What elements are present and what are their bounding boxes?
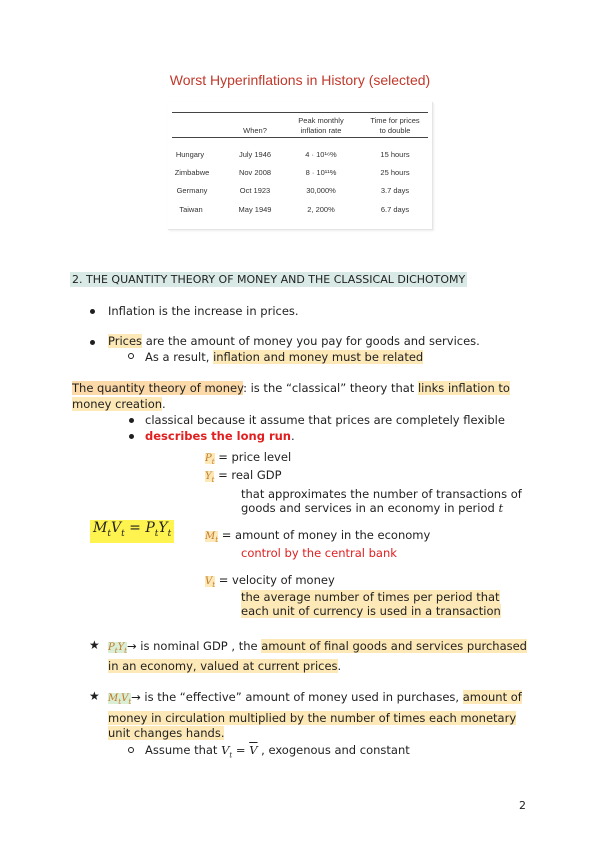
header-when: When? xyxy=(243,126,267,135)
qt-mid: : is the “classical” theory that xyxy=(243,381,418,395)
def-money xyxy=(205,528,430,548)
sub-bullet-related xyxy=(145,350,423,365)
row-country: Zimbabwe xyxy=(174,168,210,177)
assume-prefix: Assume that xyxy=(145,743,222,757)
bullet-classical: classical because it assume that prices are completely flexible xyxy=(145,413,505,427)
row-country: Germany xyxy=(176,186,208,195)
related-highlight: inflation and money must be related xyxy=(213,350,424,364)
var-v: $V_t$ xyxy=(205,576,216,589)
hyperinflation-table xyxy=(168,102,433,230)
row-time: 3.7 days xyxy=(380,186,410,195)
row-time: 25 hours xyxy=(380,168,410,177)
page-number: 2 xyxy=(519,799,526,812)
row-country: Hungary xyxy=(175,150,205,159)
var-vt-equals-vbar: $V_t = \overline{V}$ xyxy=(221,743,258,760)
header-time-2: to double xyxy=(379,126,411,135)
header-peak-1: Peak monthly xyxy=(298,116,344,125)
bullet-inflation: Inflation is the increase in prices. xyxy=(108,304,299,318)
qt-money-creation-highlight: money creation xyxy=(72,397,163,411)
def-y-note-2-text: goods and services in an economy in period xyxy=(241,501,499,515)
def-y-note-t: t xyxy=(498,501,504,515)
row-rate: 8 · 10¹¹% xyxy=(305,168,337,177)
assume-suffix: , exogenous and constant xyxy=(257,743,410,757)
def-p-text: = price level xyxy=(218,450,292,464)
assume-velocity-constant xyxy=(145,743,410,763)
page-title: Worst Hyperinflations in History (selected) xyxy=(169,72,431,88)
money-circulation-highlight-c: unit changes hands. xyxy=(108,726,225,740)
row-when: Nov 2008 xyxy=(238,168,272,177)
nominal-gdp-period: . xyxy=(337,659,342,673)
star-nominal-gdp-line2 xyxy=(108,659,341,674)
def-v-note-2: each unit of currency is used in a transaction xyxy=(241,604,501,618)
bullet-dot xyxy=(129,418,134,423)
current-prices-highlight: in an economy, valued at current prices xyxy=(108,659,338,673)
quantity-theory-line1 xyxy=(72,381,510,396)
def-y-note-2 xyxy=(241,501,503,516)
nominal-gdp-text: → is nominal GDP , the xyxy=(127,639,262,653)
star-effective-money-line1 xyxy=(108,690,522,710)
def-m-text: = amount of money in the economy xyxy=(221,528,431,542)
row-rate: 4 · 10¹⁶% xyxy=(305,150,337,159)
quantity-equation: $M_tV_t = P_tY_t$ xyxy=(90,520,174,543)
var-y: $Y_t$ xyxy=(205,471,215,484)
var-m: $M_t$ xyxy=(205,531,219,544)
row-time: 6.7 days xyxy=(380,205,410,214)
bullet-dot xyxy=(90,309,95,314)
row-rate: 30,000% xyxy=(306,186,336,195)
effective-money-text: → is the “effective” amount of money used in purchases, xyxy=(131,690,463,704)
prices-text: are the amount of money you pay for goods and services. xyxy=(142,334,480,348)
money-circulation-highlight-b: money in circulation multiplied by the number of times each monetary xyxy=(108,711,517,725)
def-price-level xyxy=(205,450,291,470)
def-real-gdp xyxy=(205,468,282,488)
row-when: May 1949 xyxy=(238,205,272,214)
quantity-theory-line2 xyxy=(72,397,166,412)
bullet-prices xyxy=(108,334,480,349)
row-when: Oct 1923 xyxy=(239,186,271,195)
table-rule-top xyxy=(172,112,428,113)
row-when: July 1946 xyxy=(238,150,272,159)
star-effective-money-line2 xyxy=(108,711,516,726)
def-y-note-1: that approximates the number of transactions of xyxy=(241,487,522,501)
bullet-long-run xyxy=(145,429,295,444)
var-p: $P_t$ xyxy=(205,453,215,466)
header-time-1: Time for prices xyxy=(370,116,420,125)
related-prefix: As a result, xyxy=(145,350,214,364)
def-m-note: control by the central bank xyxy=(241,546,397,560)
row-time: 15 hours xyxy=(380,150,410,159)
def-v-note-1: the average number of times per period that xyxy=(241,590,500,604)
row-country: Taiwan xyxy=(179,205,203,214)
bullet-dot xyxy=(90,340,95,345)
table-rule-mid xyxy=(172,137,428,138)
sub-bullet-circle xyxy=(128,353,134,359)
star-nominal-gdp-line1 xyxy=(108,639,527,659)
qt-term-highlight: The quantity theory of money xyxy=(72,381,244,395)
star-icon: ★ xyxy=(89,689,100,703)
row-rate: 2, 200% xyxy=(307,205,335,214)
sub-bullet-circle xyxy=(128,747,134,753)
long-run-period: . xyxy=(291,429,295,443)
var-pt-yt: $P_tY_t$ xyxy=(108,642,127,655)
bullet-dot xyxy=(129,434,134,439)
qt-link-highlight: links inflation to xyxy=(417,381,510,395)
header-peak-2: inflation rate xyxy=(300,126,342,135)
var-mt-vt: $M_tV_t$ xyxy=(108,693,132,706)
prices-highlight: Prices xyxy=(108,334,143,348)
long-run-text: describes the long run xyxy=(145,429,291,443)
money-circulation-highlight-a: amount of xyxy=(462,690,522,704)
def-y-text: = real GDP xyxy=(218,468,282,482)
def-v-text: = velocity of money xyxy=(218,573,335,587)
star-icon: ★ xyxy=(89,638,100,652)
section-heading: 2. THE QUANTITY THEORY OF MONEY AND THE CLASSICAL DICHOTOMY xyxy=(72,273,466,286)
nominal-gdp-highlight: amount of final goods and services purchased xyxy=(261,639,527,653)
star-effective-money-line3 xyxy=(108,726,224,741)
qt-period: . xyxy=(162,397,166,411)
